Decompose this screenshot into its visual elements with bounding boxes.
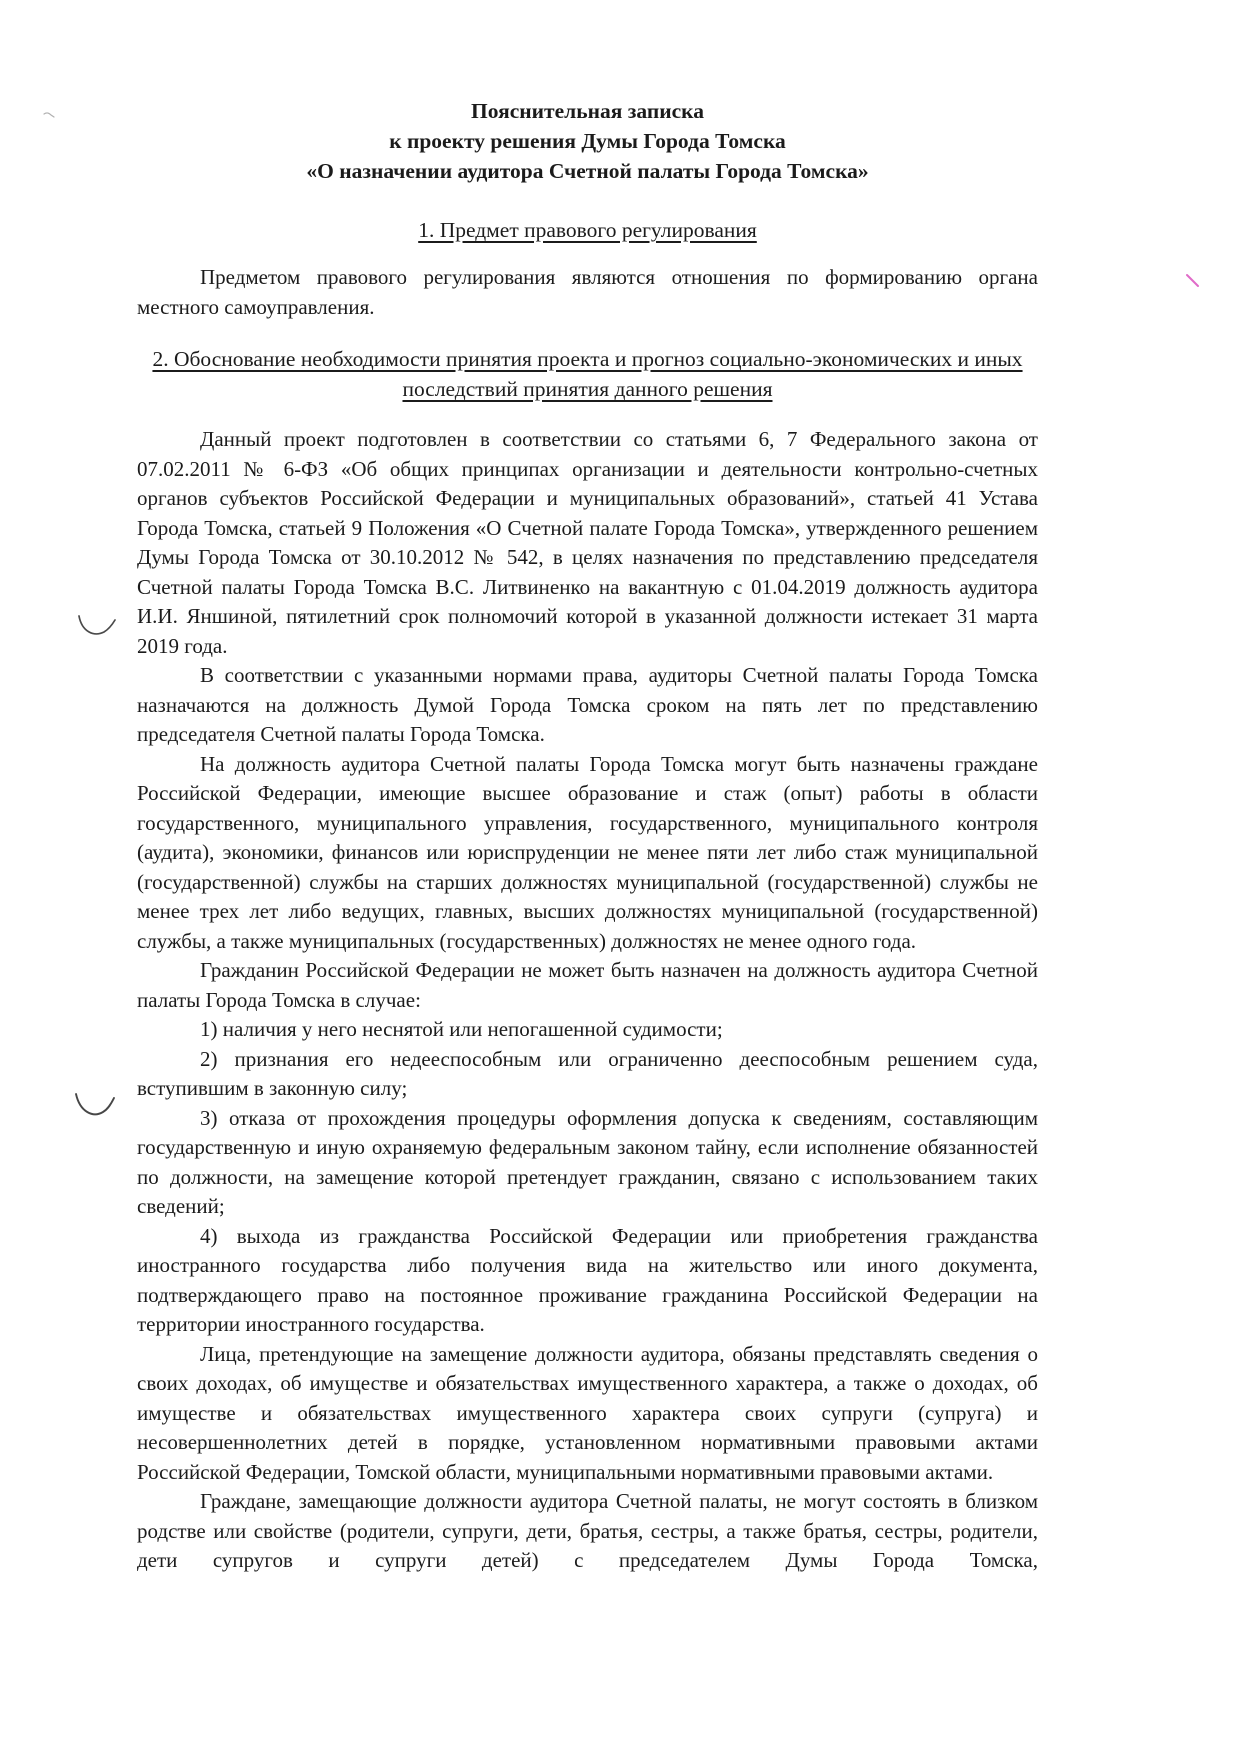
pink-scan-dash-icon bbox=[1184, 272, 1202, 290]
section-2-list-item-4: 4) выхода из гражданства Российской Федерации или приобретения гражданства иностранного государства либо получения вида на жительство или иного документа, подтверждающего право на постоянное проживание гражданина Российской Федерации на территории иностранного государства. bbox=[137, 1223, 1038, 1336]
title-line-2: к проекту решения Думы Города Томска bbox=[389, 129, 786, 153]
pen-checkmark-icon bbox=[76, 612, 118, 640]
section-2-list-item-3: 3) отказа от прохождения процедуры оформления допуска к сведениям, составляющим государственную и иную охраняемую федеральным законом тайну, если исполнение обязанностей по должности, на замещение которой претендует гражданин, связано с использованием таких сведений; bbox=[137, 1105, 1038, 1218]
document-title bbox=[137, 96, 1038, 186]
small-scan-mark-icon bbox=[43, 110, 57, 120]
section-2-list-item-2: 2) признания его недееспособным или ограниченно дееспособным решением суда, вступившим в законную силу; bbox=[137, 1046, 1038, 1100]
title-line-1: Пояснительная записка bbox=[471, 99, 704, 123]
section-2-paragraph-2: В соответствии с указанными нормами права, аудиторы Счетной палаты Города Томска назначаются на должность Думой Города Томска сроком на пять лет по представлению председателя Счетной палаты Города Томска. bbox=[137, 663, 1038, 746]
section-2-paragraph-6-continues: Граждане, замещающие должности аудитора Счетной палаты, не могут состоять в близком родстве или свойстве (родители, супруги, дети, братья, сестры, а также братья, сестры, родители, дети супругов и супруги детей) с председателем Думы Города Томска, bbox=[137, 1489, 1038, 1572]
section-2-list-item-1: 1) наличия у него неснятой или непогашенной судимости; bbox=[200, 1017, 723, 1041]
section-1-paragraph: Предметом правового регулирования являются отношения по формированию органа местного самоуправления. bbox=[137, 265, 1038, 319]
section-2-heading: 2. Обоснование необходимости принятия проекта и прогноз социально-экономических и иных последствий принятия данного решения bbox=[152, 347, 1023, 401]
pen-checkmark-icon bbox=[73, 1089, 117, 1121]
section-2-paragraph-3: На должность аудитора Счетной палаты Города Томска могут быть назначены граждане Российской Федерации, имеющие высшее образование и стаж (опыт) работы в области государственного, муниципального управления, государственного, муниципального контроля (аудита), экономики, финансов или юриспруденции не менее пяти лет либо стаж муниципальной (государственной) службы на старших должностях муниципальной (государственной) службы не менее трех лет либо ведущих, главных, высших должностях муниципальной (государственной) службы, а также муниципальных (государственных) должностях не менее одного года. bbox=[137, 751, 1038, 953]
section-1-heading: 1. Предмет правового регулирования bbox=[418, 218, 757, 242]
section-2-paragraph-1: Данный проект подготовлен в соответствии со статьями 6, 7 Федерального закона от 07.02.2011 № 6-ФЗ «Об общих принципах организации и деятельности контрольно-счетных органов субъектов Российской Федерации и муниципальных образований», статьей 41 Устава Города Томска, статьей 9 Положения «О Счетной палате Города Томска», утвержденного решением Думы Города Томска от 30.10.2012 № 542, в целях назначения по представлению председателя Счетной палаты Города Томска В.С. Литвиненко на вакантную с 01.04.2019 должность аудитора И.И. Яншиной, пятилетний срок полномочий которой в указанной должности истекает 31 марта 2019 года. bbox=[137, 427, 1038, 658]
document-content bbox=[137, 96, 1038, 1576]
section-2-paragraph-4: Гражданин Российской Федерации не может быть назначен на должность аудитора Счетной палаты Города Томска в случае: bbox=[137, 958, 1038, 1012]
title-line-3: «О назначении аудитора Счетной палаты Города Томска» bbox=[306, 159, 869, 183]
section-2-paragraph-5: Лица, претендующие на замещение должности аудитора, обязаны представлять сведения о своих доходах, об имуществе и обязательствах имущественного характера, а также о доходах, об имуществе и обязательствах имущественного характера своих супруги (супруга) и несовершеннолетних детей в порядке, установленном нормативными правовыми актами Российской Федерации, Томской области, муниципальными нормативными правовыми актами. bbox=[137, 1341, 1038, 1484]
